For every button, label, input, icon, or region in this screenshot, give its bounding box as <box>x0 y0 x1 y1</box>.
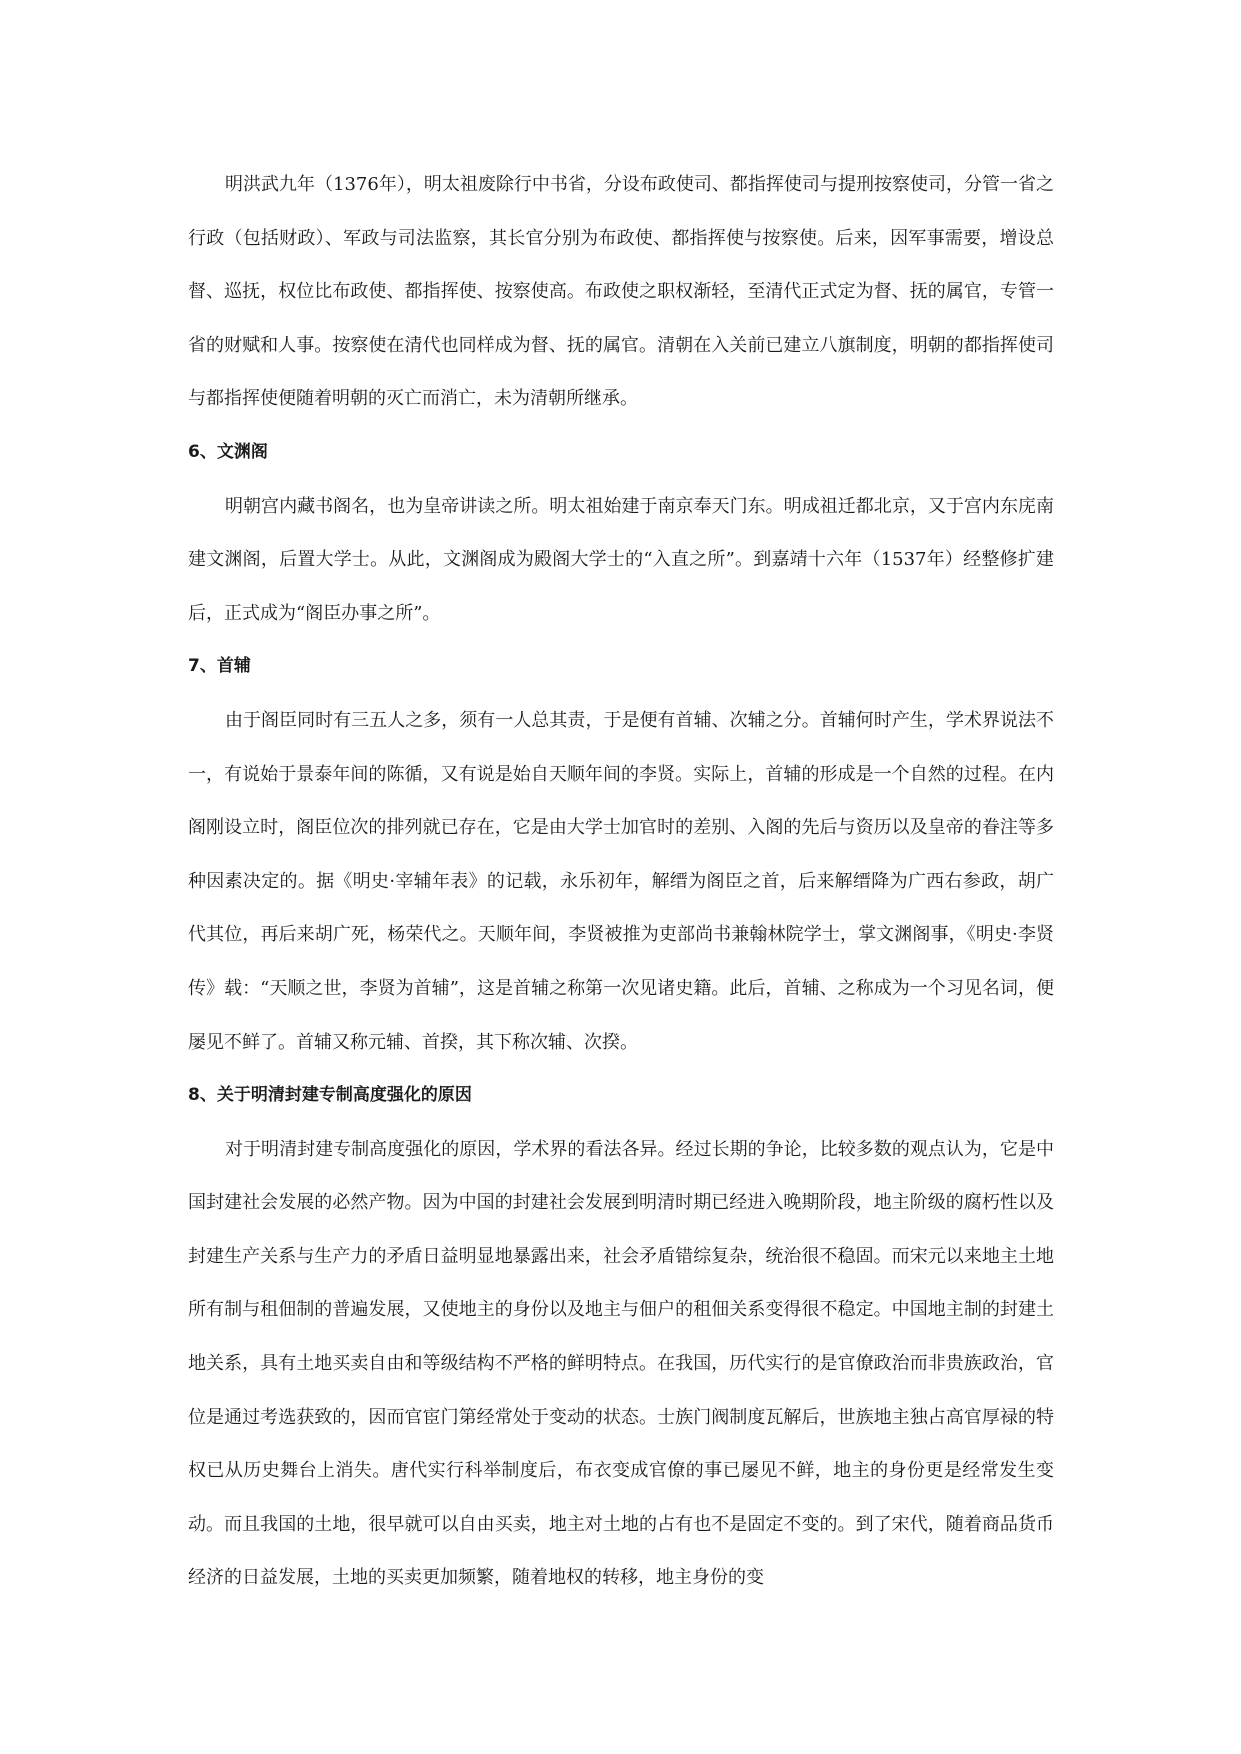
paragraph-provincial-administration: 明洪武九年（1376年），明太祖废除行中书省，分设布政使司、都指挥使司与提刑按察使司，分管一省之行政（包括财政）、军政与司法监察，其长官分别为布政使、都指挥使与按察使。后来，因军事需要，增设总督、巡抚，权位比布政使、都指挥使、按察使高。布政使之职权渐轻，至清代正式定为督、抚的属官，专管一省的财赋和人事。按察使在清代也同样成为督、抚的属官。清朝在入关前已建立八旗制度，明朝的都指挥使司与都指挥使便随着明朝的灭亡而消亡，未为清朝所继承。 <box>188 174 1054 410</box>
heading-wenyuange: 6、文渊阁 <box>188 441 268 462</box>
paragraph-shoufu: 由于阁臣同时有三五人之多，须有一人总其责，于是便有首辅、次辅之分。首辅何时产生，学术界说法不一，有说始于景泰年间的陈循，又有说是始自天顺年间的李贤。实际上，首辅的形成是一个自然的过程。在内阁刚设立时，阁臣位次的排列就已存在，它是由大学士加官时的差别、入阁的先后与资历以及皇帝的眷注等多种因素决定的。据《明史·宰辅年表》的记载，永乐初年，解缙为阁臣之首，后来解缙降为广西右参政，胡广代其位，再后来胡广死，杨荣代之。天顺年间，李贤被推为吏部尚书兼翰林院学士，掌文渊阁事，《明史·李贤传》载：“天顺之世，李贤为首辅”，这是首辅之称第一次见诸史籍。此后，首辅、之称成为一个习见名词，便屡见不鲜了。首辅又称元辅、首揆，其下称次辅、次揆。 <box>188 709 1054 1053</box>
paragraph-wenyuange: 明朝宫内藏书阁名，也为皇帝讲读之所。明太祖始建于南京奉天门东。明成祖迁都北京，又于宫内东庑南建文渊阁，后置大学士。从此，文渊阁成为殿阁大学士的“入直之所”。到嘉靖十六年（1537年）经整修扩建后，正式成为“阁臣办事之所”。 <box>188 495 1054 624</box>
heading-autocracy-causes: 8、关于明清封建专制高度强化的原因 <box>188 1085 472 1106</box>
heading-shoufu: 7、首辅 <box>188 656 251 677</box>
paragraph-autocracy-causes: 对于明清封建专制高度强化的原因，学术界的看法各异。经过长期的争论，比较多数的观点认为，它是中国封建社会发展的必然产物。因为中国的封建社会发展到明清时期已经进入晚期阶段，地主阶级的腐朽性以及封建生产关系与生产力的矛盾日益明显地暴露出来，社会矛盾错综复杂，统治很不稳固。而宋元以来地主土地所有制与租佃制的普遍发展，又使地主的身份以及地主与佃户的租佃关系变得很不稳定。中国地主制的封建土地关系，具有土地买卖自由和等级结构不严格的鲜明特点。在我国，历代实行的是官僚政治而非贵族政治，官位是通过考选获致的，因而官宦门第经常处于变动的状态。士族门阀制度瓦解后，世族地主独占高官厚禄的特权已从历史舞台上消失。唐代实行科举制度后，布衣变成官僚的事已屡见不鲜，地主的身份更是经常发生变动。而且我国的土地，很早就可以自由买卖，地主对土地的占有也不是固定不变的。到了宋代，随着商品货币经济的日益发展，土地的买卖更加频繁，随着地权的转移，地主身份的变 <box>188 1138 1054 1589</box>
document-page <box>188 158 1054 1605</box>
